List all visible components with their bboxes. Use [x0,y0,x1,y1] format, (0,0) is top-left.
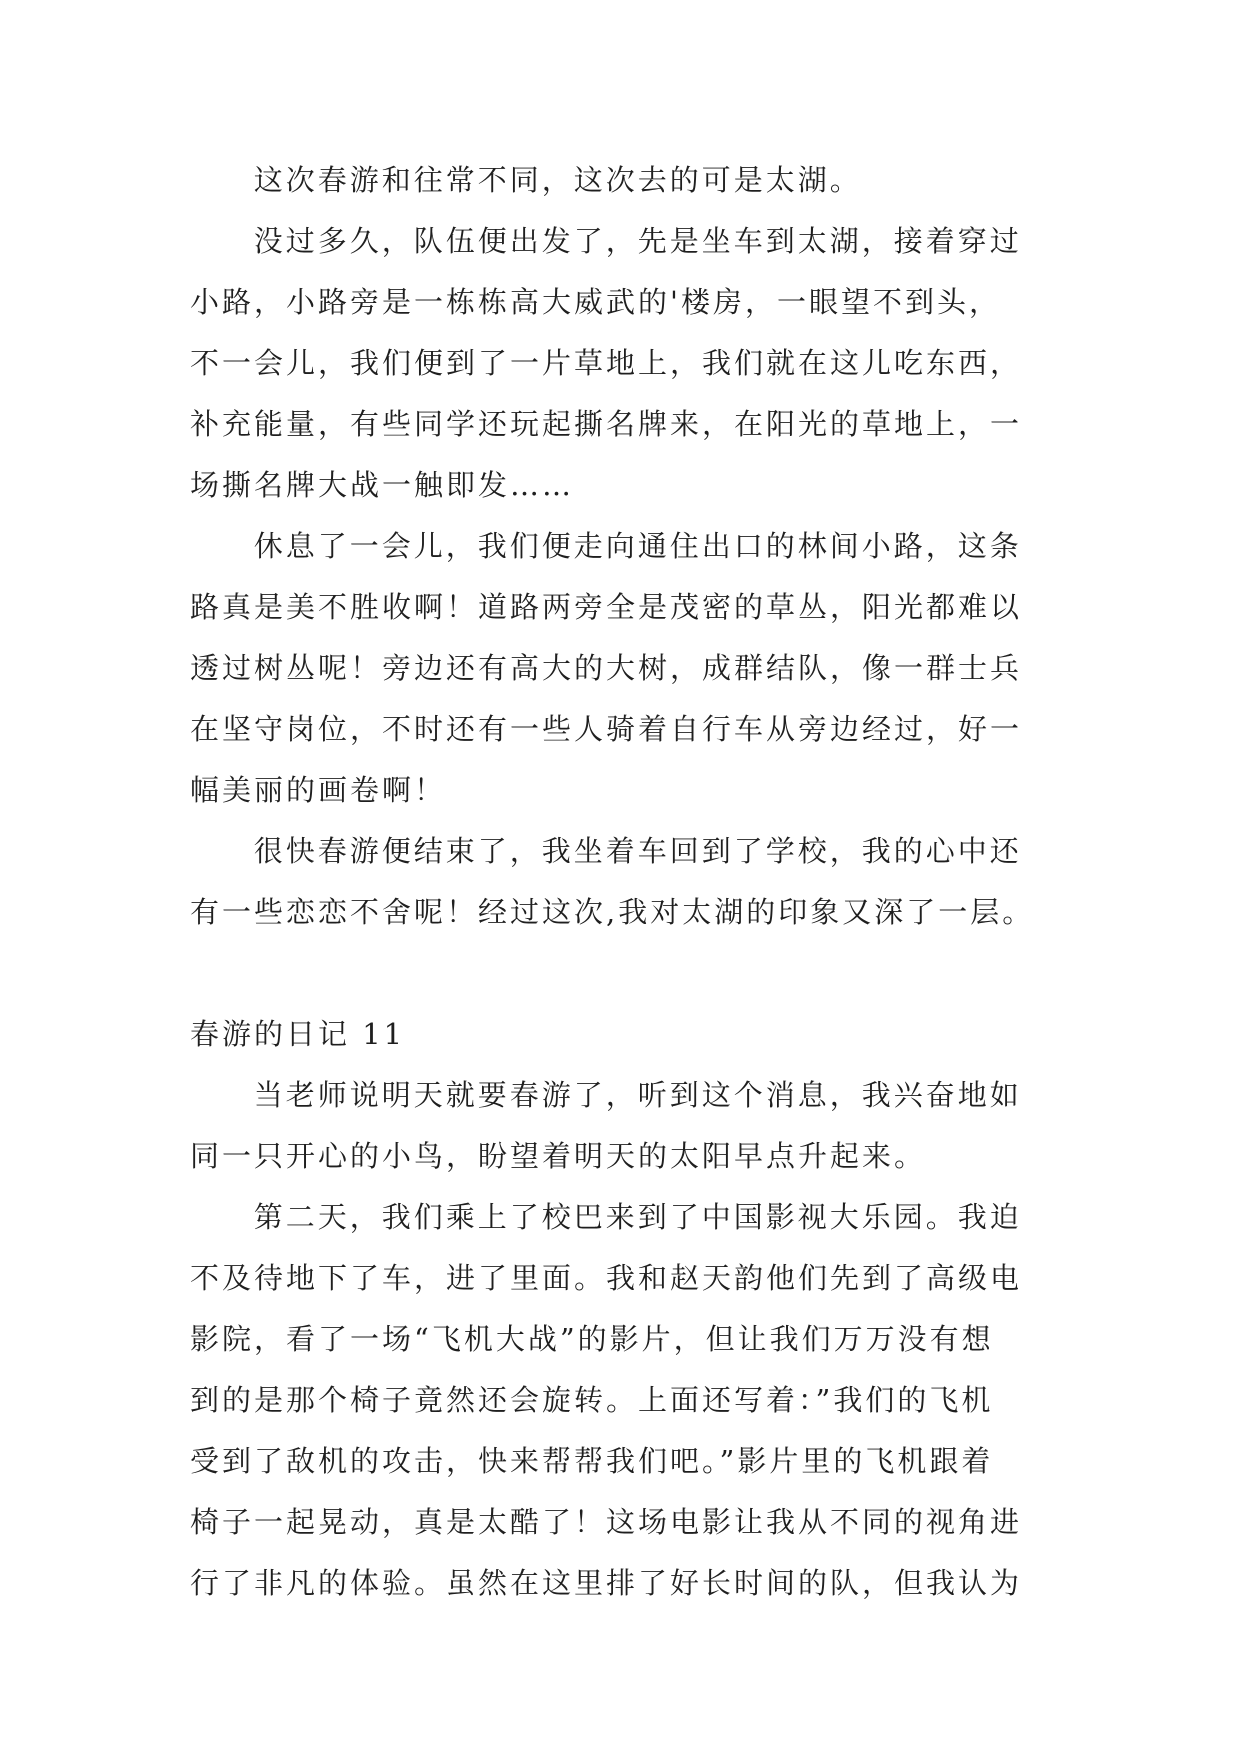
text-line: 幅美丽的画卷啊！ [190,773,447,807]
text-line: 没过多久，队伍便出发了，先是坐车到太湖，接着穿过 [253,224,1022,258]
text-line: 第二天，我们乘上了校巴来到了中国影视大乐园。我迫 [253,1200,1022,1234]
text-line: 路真是美不胜收啊！道路两旁全是茂密的草丛，阳光都难以 [190,590,1023,624]
text-line: 不及待地下了车，进了里面。我和赵天韵他们先到了高级电 [190,1261,1023,1295]
paragraph [190,1187,1062,1614]
text-line: 行了非凡的体验。虽然在这里排了好长时间的队，但我认为 [190,1566,1023,1600]
paragraph [190,211,1062,516]
text-line: 不一会儿，我们便到了一片草地上，我们就在这儿吃东西， [190,346,1023,380]
text-line: 椅子一起晃动，真是太酷了！这场电影让我从不同的视角进 [190,1505,1023,1539]
text-line: 有一些恋恋不舍呢！经过这次,我对太湖的印象又深了一层。 [190,895,1035,929]
text-line: 同一只开心的小鸟，盼望着明天的太阳早点升起来。 [190,1139,927,1173]
text-line: 透过树丛呢！旁边还有高大的大树，成群结队，像一群士兵 [190,651,1023,685]
paragraph [190,1065,1062,1187]
text-line: 这次春游和往常不同，这次去的可是太湖。 [253,163,862,197]
text-line: 小路，小路旁是一栋栋高大威武的'楼房，一眼望不到头， [190,285,1001,319]
text-line: 在坚守岗位，不时还有一些人骑着自行车从旁边经过，好一 [190,712,1023,746]
text-line: 当老师说明天就要春游了，听到这个消息，我兴奋地如 [253,1078,1022,1112]
text-line: 受到了敌机的攻击，快来帮帮我们吧。”影片里的飞机跟着 [190,1444,994,1478]
paragraph [190,516,1062,821]
text-line: 很快春游便结束了，我坐着车回到了学校，我的心中还 [253,834,1022,868]
text-line: 到的是那个椅子竟然还会旋转。上面还写着：”我们的飞机 [190,1383,994,1417]
text-line: 补充能量，有些同学还玩起撕名牌来，在阳光的草地上，一 [190,407,1023,441]
text-line: 休息了一会儿，我们便走向通住出口的林间小路，这条 [253,529,1022,563]
section-heading: 春游的日记 11 [190,1017,406,1051]
paragraph [190,821,1062,943]
document-body [190,150,1062,1614]
text-line: 影院，看了一场“飞机大战”的影片，但让我们万万没有想 [190,1322,994,1356]
text-line: 场撕名牌大战一触即发…… [190,468,575,502]
paragraph [190,150,1062,211]
